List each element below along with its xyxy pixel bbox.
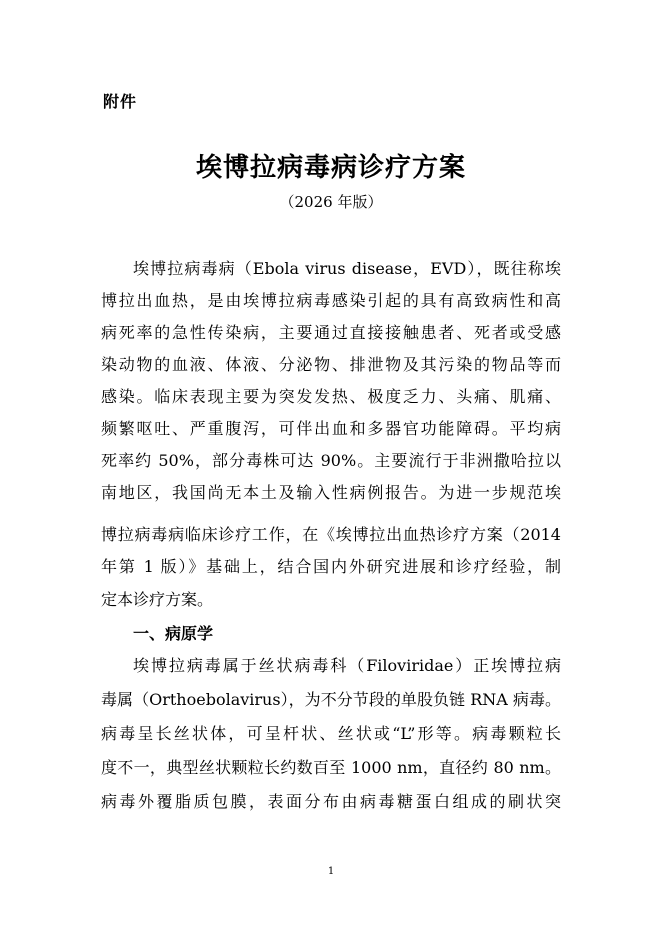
section-heading: 一、病原学 (133, 624, 214, 643)
paragraph-line: 博拉病毒病临床诊疗工作，在《埃博拉出血热诊疗方案（2014 (101, 525, 561, 544)
paragraph-line: 毒属（Orthoebolavirus），为不分节段的单股负链 RNA 病毒。 (101, 690, 561, 709)
paragraph-line: 埃博拉病毒病（Ebola virus disease，EVD），既往称埃 (133, 259, 561, 278)
paragraph-line: 病毒外覆脂质包膜，表面分布由病毒糖蛋白组成的刷状突 (101, 792, 561, 811)
paragraph-line: 染动物的血液、体液、分泌物、排泄物及其污染的物品等而 (101, 355, 561, 374)
paragraph-line: 频繁呕吐、严重腹泻，可伴出血和多器官功能障碍。平均病 (101, 419, 561, 438)
paragraph-line: 病毒呈长丝状体，可呈杆状、丝状或“L”形等。病毒颗粒长 (101, 724, 561, 743)
paragraph-line: 感染。临床表现主要为突发发热、极度乏力、头痛、肌痛、 (101, 387, 561, 406)
paragraph-line: 死率约 50%，部分毒株可达 90%。主要流行于非洲撒哈拉以 (101, 451, 561, 470)
paragraph-line: 度不一，典型丝状颗粒长约数百至 1000 nm，直径约 80 nm。 (101, 758, 561, 777)
document-title: 埃博拉病毒病诊疗方案 (195, 153, 466, 183)
paragraph-line: 病死率的急性传染病，主要通过直接接触患者、死者或受感 (101, 323, 561, 342)
attachment-label: 附件 (103, 92, 138, 111)
paragraph-line: 博拉出血热，是由埃博拉病毒感染引起的具有高致病性和高 (101, 291, 561, 310)
paragraph-line: 定本诊疗方案。 (101, 590, 214, 609)
paragraph-line: 南地区，我国尚无本土及输入性病例报告。为进一步规范埃 (101, 483, 561, 502)
page-number: 1 (327, 866, 335, 877)
paragraph-line: 年第 1 版）》基础上，结合国内外研究进展和诊疗经验，制 (101, 557, 561, 576)
document-subtitle: （2026 年版） (279, 193, 383, 211)
paragraph-line: 埃博拉病毒属于丝状病毒科（Filoviridae）正埃博拉病 (133, 656, 561, 675)
